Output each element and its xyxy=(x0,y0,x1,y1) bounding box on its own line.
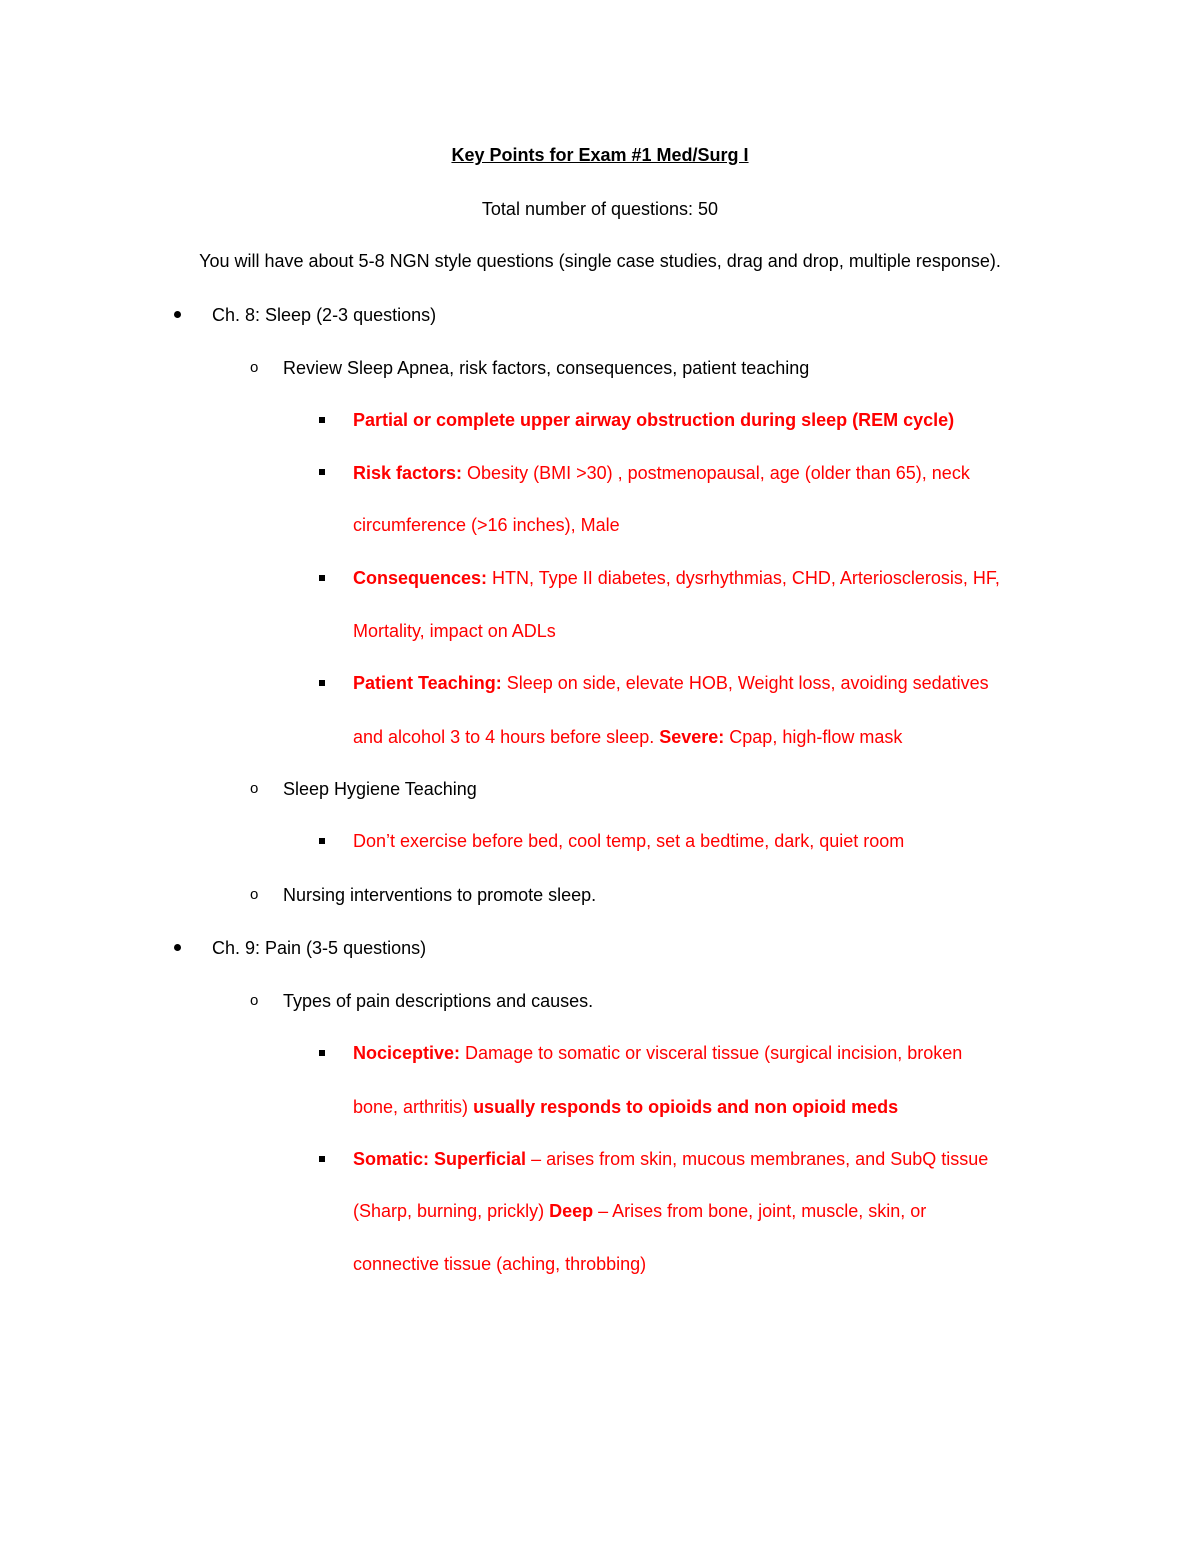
somatic-text-2: (Sharp, burning, prickly) xyxy=(353,1201,550,1221)
nursing-interventions-text: Nursing interventions to promote sleep. xyxy=(283,885,597,905)
bullet-circle-icon: o xyxy=(250,886,259,903)
bullet-circle-icon: o xyxy=(250,359,259,376)
bullet-square-icon xyxy=(319,838,325,844)
bullet-square-icon xyxy=(319,417,325,423)
risk-factors-text: Obesity (BMI >30) , postmenopausal, age (older than 65), neck xyxy=(462,463,970,483)
risk-factors-label: Risk factors: xyxy=(353,463,463,483)
somatic-label: Somatic: Superficial xyxy=(353,1149,527,1169)
pain-types-text: Types of pain descriptions and causes. xyxy=(283,991,594,1011)
bullet-square-icon xyxy=(319,469,325,475)
consequences-line-1 xyxy=(353,566,1000,590)
deep-label: Deep xyxy=(549,1201,594,1221)
apnea-definition: Partial or complete upper airway obstruction during sleep (REM cycle) xyxy=(353,410,955,430)
nociceptive-line-2 xyxy=(353,1095,898,1119)
document-title: Key Points for Exam #1 Med/Surg I xyxy=(451,145,749,165)
consequences-label: Consequences: xyxy=(353,568,488,588)
consequences-text: HTN, Type II diabetes, dysrhythmias, CHD, Arteriosclerosis, HF, xyxy=(487,568,1000,588)
somatic-text: – arises from skin, mucous membranes, and SubQ tissue xyxy=(526,1149,989,1169)
apnea-review-text: Review Sleep Apnea, risk factors, consequences, patient teaching xyxy=(283,358,810,378)
patient-teaching-line-2 xyxy=(353,725,902,749)
sleep-hygiene-text: Sleep Hygiene Teaching xyxy=(283,779,477,799)
nociceptive-line-1 xyxy=(353,1041,962,1065)
bullet-square-icon xyxy=(319,575,325,581)
bullet-square-icon xyxy=(319,1156,325,1162)
risk-factors-line-1 xyxy=(353,461,970,485)
severe-text: Cpap, high-flow mask xyxy=(724,727,903,747)
severe-label: Severe: xyxy=(659,727,725,747)
bullet-square-icon xyxy=(319,680,325,686)
sleep-hygiene-detail: Don’t exercise before bed, cool temp, set a bedtime, dark, quiet room xyxy=(353,831,905,851)
nociceptive-emphasis: usually responds to opioids and non opioid meds xyxy=(473,1097,899,1117)
bullet-circle-icon: o xyxy=(250,780,259,797)
bullet-square-icon xyxy=(319,1050,325,1056)
ch8-heading: Ch. 8: Sleep (2-3 questions) xyxy=(212,305,437,325)
nociceptive-text-2: bone, arthritis) xyxy=(353,1097,474,1117)
somatic-line-1 xyxy=(353,1147,988,1171)
nociceptive-label: Nociceptive: xyxy=(353,1043,461,1063)
bullet-dot-icon xyxy=(174,311,181,318)
bullet-circle-icon: o xyxy=(250,992,259,1009)
ch9-heading: Ch. 9: Pain (3-5 questions) xyxy=(212,938,427,958)
somatic-line-2 xyxy=(353,1199,926,1223)
patient-teaching-text: Sleep on side, elevate HOB, Weight loss, avoiding sedatives xyxy=(501,673,989,693)
patient-teaching-text-2: and alcohol 3 to 4 hours before sleep. xyxy=(353,727,660,747)
patient-teaching-label: Patient Teaching: xyxy=(353,673,502,693)
patient-teaching-line-1 xyxy=(353,671,989,695)
bullet-dot-icon xyxy=(174,944,181,951)
consequences-line-2: Mortality, impact on ADLs xyxy=(353,621,556,641)
total-questions-text: Total number of questions: 50 xyxy=(481,199,719,219)
risk-factors-line-2: circumference (>16 inches), Male xyxy=(353,515,620,535)
intro-text: You will have about 5-8 NGN style questions (single case studies, drag and drop, multiple response). xyxy=(199,251,1001,271)
nociceptive-text: Damage to somatic or visceral tissue (surgical incision, broken xyxy=(460,1043,963,1063)
somatic-line-3: connective tissue (aching, throbbing) xyxy=(353,1254,647,1274)
deep-text: – Arises from bone, joint, muscle, skin, or xyxy=(593,1201,927,1221)
